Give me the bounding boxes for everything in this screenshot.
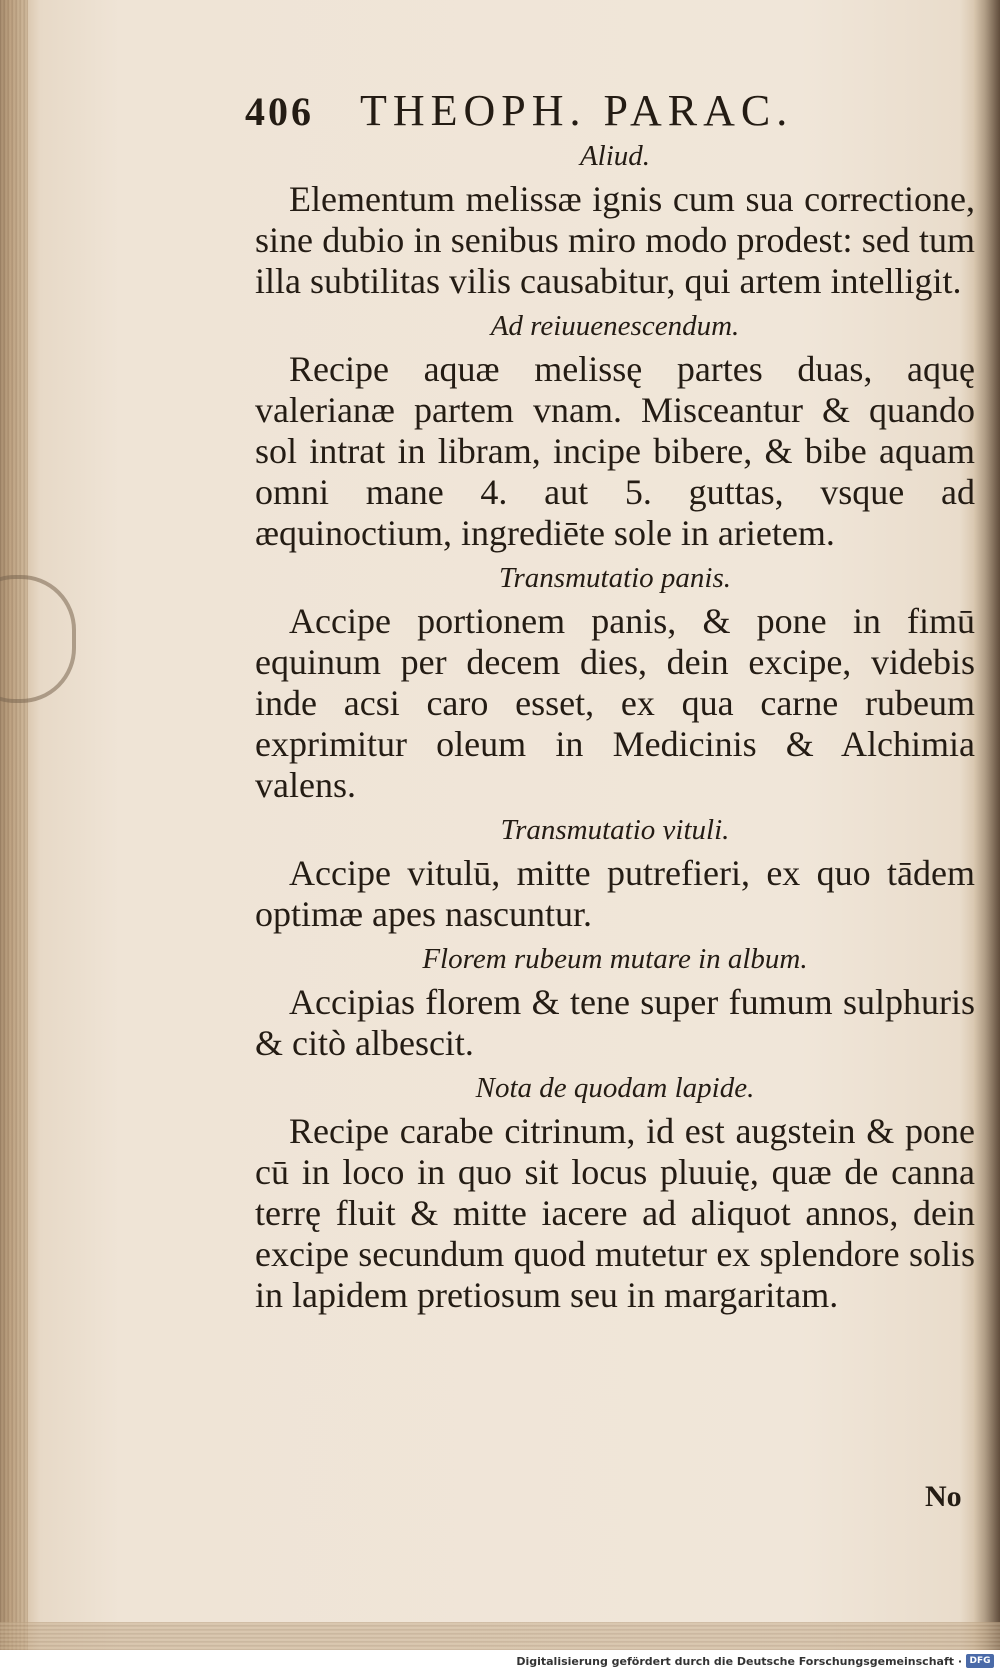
section-text: Recipe aquæ melissę partes duas, aquę valerianæ partem vnam. Misceantur & quando sol intrat in libram, incipe bibere, & bibe aquam omni mane 4. aut 5. guttas, vsque ad æquinoctium, ingrediēte sole in arietem. [255, 349, 975, 553]
section-heading: Florem rubeum mutare in album. [422, 943, 808, 975]
section-heading: Nota de quodam lapide. [475, 1072, 755, 1104]
section-text: Elementum melissæ ignis cum sua correctione, sine dubio in senibus miro modo prodest: sed tum illa subtilitas vilis causabitur, qui artem intelligit. [255, 179, 975, 301]
catchword: No [925, 1480, 962, 1513]
page-number: 406 [245, 89, 314, 134]
section-heading: Aliud. [579, 140, 651, 172]
section-heading: Transmutatio panis. [498, 562, 732, 594]
running-head: THEOPH. PARAC. [360, 86, 794, 135]
section-heading: Transmutatio vituli. [500, 814, 730, 846]
page-edge-bottom [0, 1622, 1000, 1650]
section-text: Accipe portionem panis, & pone in fimū equinum per decem dies, dein excipe, videbis inde acsi caro esset, ex qua carne rubeum exprimitur oleum in Medicinis & Alchimia valens. [255, 601, 975, 805]
funding-credit: Digitalisierung gefördert durch die Deutsche Forschungsgemeinschaft · [516, 1655, 962, 1668]
section-text: Recipe carabe citrinum, id est augstein & pone cū in loco in quo sit locus pluuię, quæ de canna terrę fluit & mitte iacere ad aliquot annos, dein excipe secundum quod mutetur ex splendore solis in lapidem pretiosum seu in margaritam. [255, 1111, 975, 1315]
page-edge-right [974, 0, 1000, 1650]
page-edge-left [0, 0, 28, 1650]
clip-mark [0, 575, 76, 703]
page-text-block [245, 85, 975, 1324]
footer-bar [0, 1650, 1000, 1674]
section-text: Accipe vitulū, mitte putrefieri, ex quo tādem optimæ apes nascuntur. [255, 853, 975, 934]
page-header [245, 85, 975, 136]
section-text: Accipias florem & tene super fumum sulphuris & citò albescit. [255, 982, 975, 1063]
section-heading: Ad reiuuenescendum. [490, 310, 740, 342]
dfg-logo: DFG [966, 1654, 994, 1668]
